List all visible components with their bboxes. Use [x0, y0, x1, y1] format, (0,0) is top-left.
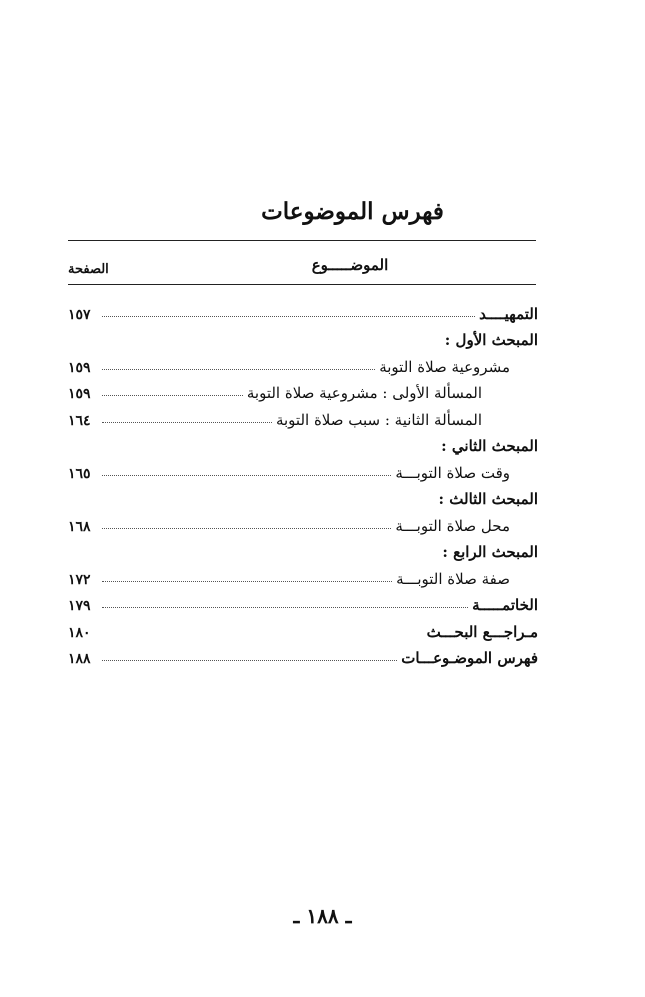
toc-entry-label: محل صلاة التوبـــة — [395, 516, 510, 535]
dot-leader — [102, 528, 391, 529]
toc-entry-label: مـراجـــع البحـــث — [426, 622, 538, 641]
dot-leader — [102, 369, 375, 370]
toc-entry-page: ١٥٧ — [68, 306, 91, 323]
toc-entry-label: مشروعية صلاة التوبة — [379, 357, 510, 376]
dot-leader — [102, 660, 397, 661]
page-title: فهرس الموضوعات — [261, 198, 444, 225]
toc-entry-page: ١٨٠ — [68, 624, 91, 641]
toc-entry-label: المبحث الرابع : — [442, 543, 538, 561]
toc-entry — [68, 402, 538, 429]
header-top-rule — [68, 240, 536, 241]
toc-entry-label: المبحث الأول : — [444, 331, 538, 349]
toc-entry-label: الخاتمـــــة — [472, 596, 538, 614]
toc-entry-page: ١٦٥ — [68, 465, 91, 482]
toc-entry — [68, 376, 538, 403]
toc-entry — [68, 508, 538, 535]
header-bottom-rule — [68, 284, 536, 285]
toc-entry — [68, 588, 538, 615]
dot-leader — [102, 475, 391, 476]
toc-entry-label: التمهيــــد — [479, 304, 538, 323]
toc-entry — [68, 561, 538, 588]
page-column-header: الصفحة — [68, 262, 109, 277]
toc-entry — [68, 429, 538, 456]
dot-leader — [102, 395, 243, 396]
toc-entry-page: ١٧٢ — [68, 571, 91, 588]
toc-entry — [68, 482, 538, 509]
toc-entry-label: وقت صلاة التوبـــة — [395, 463, 510, 482]
toc-entry — [68, 641, 538, 668]
dot-leader — [102, 581, 392, 582]
toc-entry-page: ١٦٤ — [68, 412, 91, 429]
toc-entry-page: ١٧٩ — [68, 598, 91, 614]
toc-entry-page: ١٦٨ — [68, 518, 91, 535]
toc-entry — [68, 614, 538, 641]
toc-entry-label: فهرس الموضـوعـــات — [401, 649, 538, 667]
toc-entry-label: المسألة الثانية : سبب صلاة التوبة — [275, 410, 482, 429]
toc-entry — [68, 455, 538, 482]
dot-leader — [102, 422, 272, 423]
toc-entry — [68, 323, 538, 350]
dot-leader — [102, 607, 468, 608]
toc-entry-page: ١٨٨ — [68, 651, 91, 667]
toc-entry — [68, 349, 538, 376]
toc-list — [68, 296, 538, 667]
toc-entry — [68, 296, 538, 323]
topic-column-header: الموضـــــوع — [311, 256, 389, 274]
toc-entry-label: صفة صلاة التوبـــة — [396, 569, 510, 588]
toc-entry-label: المبحث الثاني : — [441, 437, 538, 455]
toc-entry — [68, 535, 538, 562]
toc-entry-page: ١٥٩ — [68, 386, 91, 402]
page-number: ـ ١٨٨ ـ — [293, 904, 352, 928]
toc-entry-label: المسألة الأولى : مشروعية صلاة التوبة — [246, 384, 482, 402]
dot-leader — [102, 316, 475, 317]
toc-entry-label: المبحث الثالث : — [438, 490, 538, 508]
toc-entry-page: ١٥٩ — [68, 359, 91, 376]
